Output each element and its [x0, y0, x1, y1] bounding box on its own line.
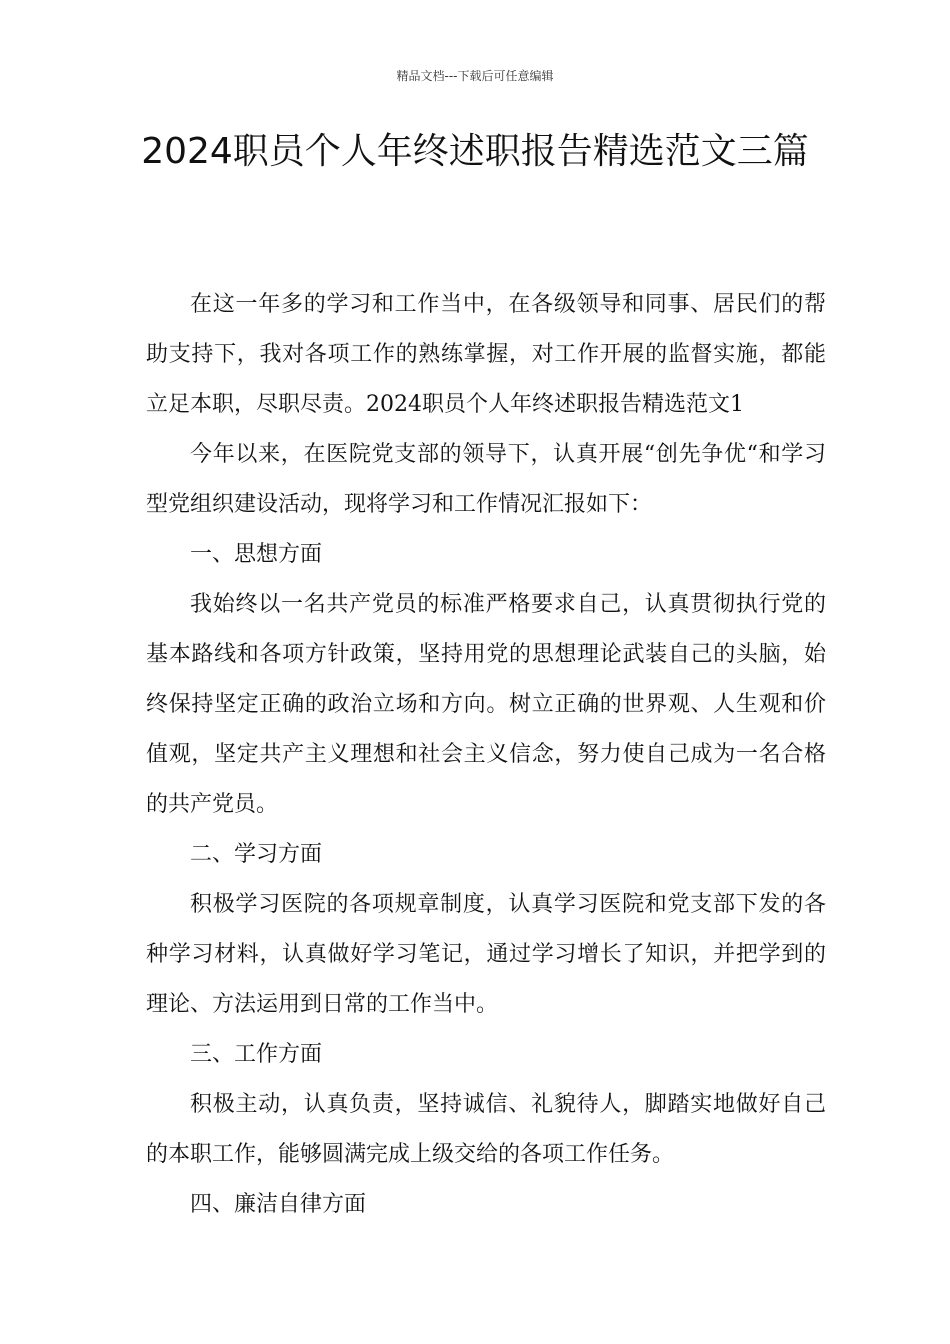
- paragraph-work: 积极主动，认真负责，坚持诚信、礼貌待人，脚踏实地做好自己的本职工作，能够圆满完成上级交给的各项工作任务。: [146, 1092, 826, 1167]
- paragraph-opening: 今年以来，在医院党支部的领导下，认真开展“创先争优“和学习型党组织建设活动，现将学习和工作情况汇报如下：: [146, 442, 826, 517]
- paragraph-thought: 我始终以一名共产党员的标准严格要求自己，认真贯彻执行党的基本路线和各项方针政策，坚持用党的思想理论武装自己的头脑，始终保持坚定正确的政治立场和方向。树立正确的世界观、人生观和价值观，坚定共产主义理想和社会主义信念，努力使自己成为一名合格的共产党员。: [146, 592, 826, 817]
- section-heading-thought: 一、思想方面: [190, 542, 323, 567]
- paragraph-study: 积极学习医院的各项规章制度，认真学习医院和党支部下发的各种学习材料，认真做好学习笔记，通过学习增长了知识，并把学到的理论、方法运用到日常的工作当中。: [146, 892, 826, 1017]
- document-body: [146, 280, 826, 1230]
- section-heading-work: 三、工作方面: [190, 1042, 323, 1067]
- page-header: 精品文档---下载后可任意编辑: [396, 69, 554, 83]
- section-heading-integrity: 四、廉洁自律方面: [190, 1192, 367, 1217]
- document-title: 2024职员个人年终述职报告精选范文三篇: [141, 131, 809, 172]
- paragraph-intro: 在这一年多的学习和工作当中，在各级领导和同事、居民们的帮助支持下，我对各项工作的熟练掌握，对工作开展的监督实施，都能立足本职，尽职尽责。2024职员个人年终述职报告精选范文1: [146, 292, 826, 417]
- section-heading-study: 二、学习方面: [190, 842, 323, 867]
